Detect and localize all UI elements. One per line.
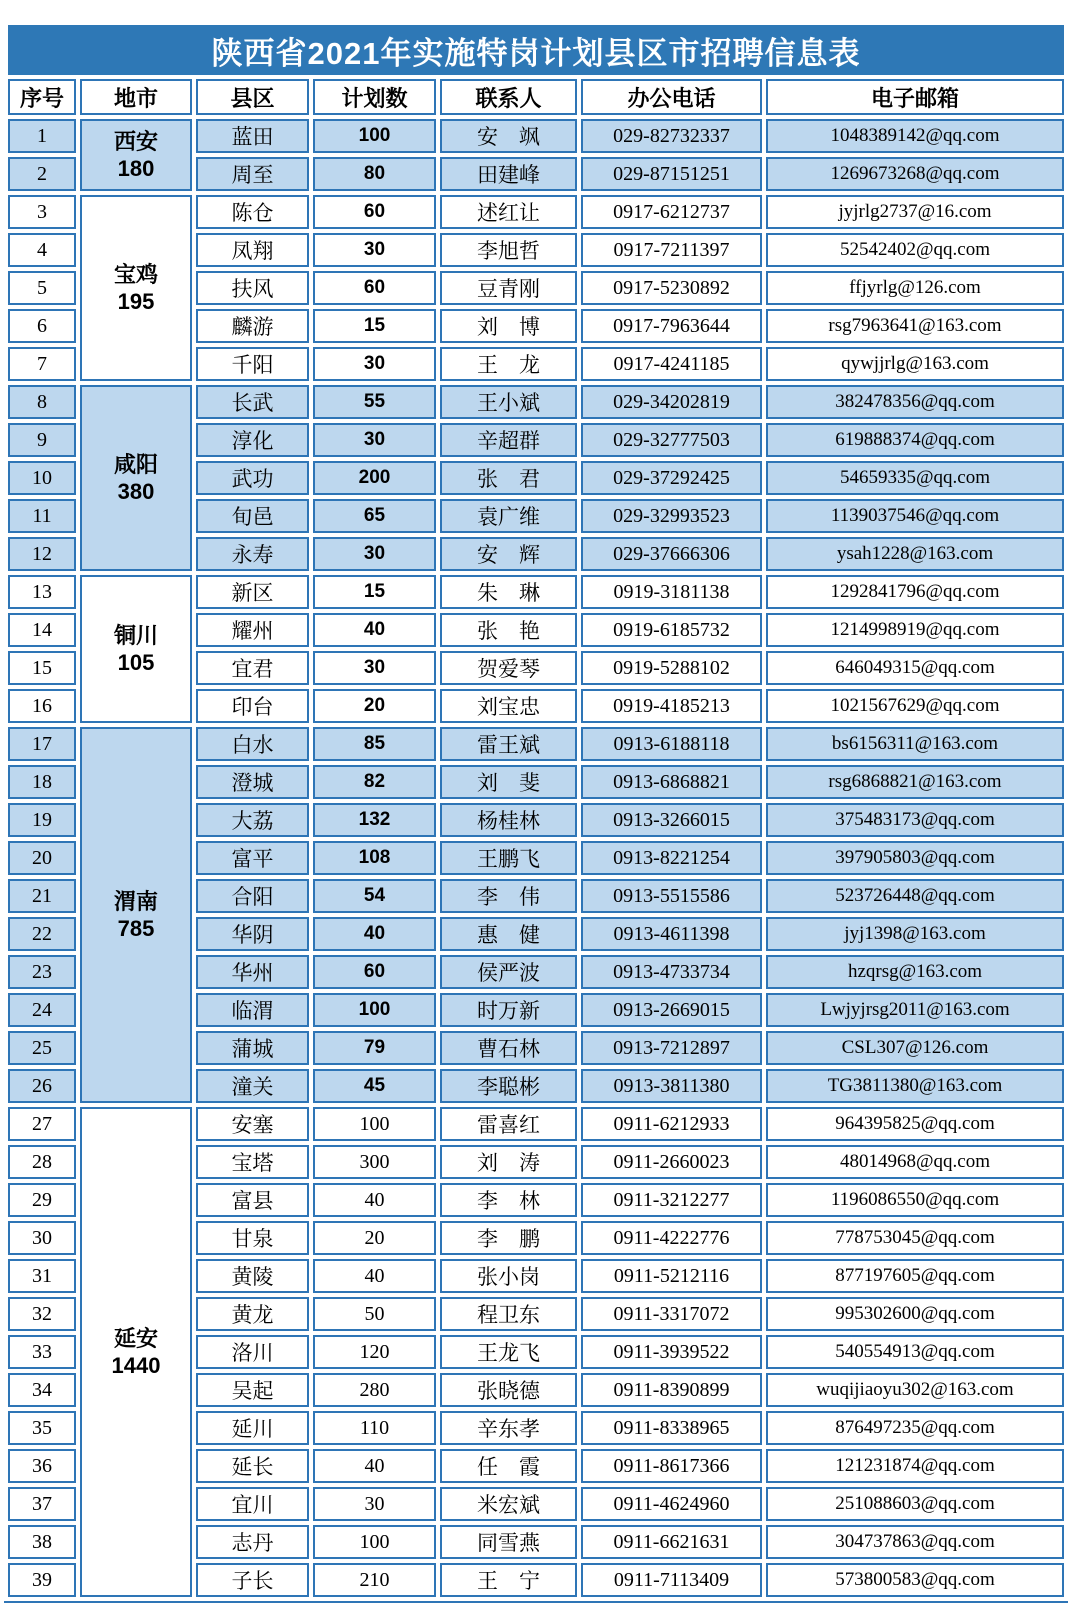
table-title: 陕西省2021年实施特岗计划县区市招聘信息表	[8, 25, 1064, 75]
plan-cell: 100	[313, 1525, 436, 1559]
county-cell: 武功	[196, 461, 309, 495]
seq-cell: 10	[8, 461, 76, 495]
city-total: 195	[117, 289, 155, 314]
city-name: 宝鸡	[113, 261, 158, 287]
county-cell: 宜川	[196, 1487, 309, 1521]
county-cell: 永寿	[196, 537, 309, 571]
email-cell: ffjyrlg@126.com	[766, 271, 1064, 305]
plan-cell: 40	[313, 917, 436, 951]
county-cell: 临渭	[196, 993, 309, 1027]
phone-cell: 029-37666306	[581, 537, 762, 571]
plan-cell: 20	[313, 1221, 436, 1255]
phone-cell: 0917-7963644	[581, 309, 762, 343]
seq-cell: 1	[8, 119, 76, 153]
contact-cell: 曹石林	[440, 1031, 577, 1065]
plan-cell: 108	[313, 841, 436, 875]
email-cell: 1196086550@qq.com	[766, 1183, 1064, 1217]
column-header-plan: 计划数	[313, 79, 436, 115]
table-row	[8, 119, 1064, 153]
phone-cell: 0911-3212277	[581, 1183, 762, 1217]
column-header-email: 电子邮箱	[766, 79, 1064, 115]
phone-cell: 0913-6868821	[581, 765, 762, 799]
county-cell: 延长	[196, 1449, 309, 1483]
email-cell: 540554913@qq.com	[766, 1335, 1064, 1369]
phone-cell: 0913-2669015	[581, 993, 762, 1027]
contact-cell: 王 宁	[440, 1563, 577, 1597]
seq-cell: 3	[8, 195, 76, 229]
contact-cell: 田建峰	[440, 157, 577, 191]
email-cell: 251088603@qq.com	[766, 1487, 1064, 1521]
seq-cell: 17	[8, 727, 76, 761]
contact-cell: 王 龙	[440, 347, 577, 381]
plan-cell: 132	[313, 803, 436, 837]
contact-cell: 李旭哲	[440, 233, 577, 267]
county-cell: 印台	[196, 689, 309, 723]
seq-cell: 18	[8, 765, 76, 799]
plan-cell: 85	[313, 727, 436, 761]
phone-cell: 0911-3939522	[581, 1335, 762, 1369]
seq-cell: 39	[8, 1563, 76, 1597]
county-cell: 宜君	[196, 651, 309, 685]
city-name: 咸阳	[113, 451, 158, 477]
phone-cell: 0913-3811380	[581, 1069, 762, 1103]
email-cell: 54659335@qq.com	[766, 461, 1064, 495]
city-name: 铜川	[113, 622, 158, 648]
plan-cell: 40	[313, 1449, 436, 1483]
plan-cell: 30	[313, 1487, 436, 1521]
contact-cell: 张小岗	[440, 1259, 577, 1293]
email-cell: 1139037546@qq.com	[766, 499, 1064, 533]
contact-cell: 王鹏飞	[440, 841, 577, 875]
county-cell: 淳化	[196, 423, 309, 457]
plan-cell: 300	[313, 1145, 436, 1179]
seq-cell: 32	[8, 1297, 76, 1331]
table-row	[8, 385, 1064, 419]
plan-cell: 30	[313, 651, 436, 685]
title-row	[8, 25, 1064, 75]
phone-cell: 0917-6212737	[581, 195, 762, 229]
seq-cell: 22	[8, 917, 76, 951]
county-cell: 蒲城	[196, 1031, 309, 1065]
county-cell: 千阳	[196, 347, 309, 381]
email-cell: 964395825@qq.com	[766, 1107, 1064, 1141]
county-cell: 华州	[196, 955, 309, 989]
contact-cell: 袁广维	[440, 499, 577, 533]
seq-cell: 34	[8, 1373, 76, 1407]
county-cell: 华阴	[196, 917, 309, 951]
seq-cell: 11	[8, 499, 76, 533]
email-cell: 304737863@qq.com	[766, 1525, 1064, 1559]
phone-cell: 0911-3317072	[581, 1297, 762, 1331]
plan-cell: 120	[313, 1335, 436, 1369]
phone-cell: 0911-8390899	[581, 1373, 762, 1407]
contact-cell: 李 伟	[440, 879, 577, 913]
plan-cell: 60	[313, 955, 436, 989]
email-cell: ysah1228@163.com	[766, 537, 1064, 571]
phone-cell: 0917-5230892	[581, 271, 762, 305]
email-cell: Lwjyjrsg2011@163.com	[766, 993, 1064, 1027]
contact-cell: 雷喜红	[440, 1107, 577, 1141]
plan-cell: 100	[313, 1107, 436, 1141]
county-cell: 富县	[196, 1183, 309, 1217]
contact-cell: 张晓德	[440, 1373, 577, 1407]
seq-cell: 24	[8, 993, 76, 1027]
contact-cell: 雷王斌	[440, 727, 577, 761]
table-row	[8, 575, 1064, 609]
plan-cell: 30	[313, 537, 436, 571]
email-cell: 1021567629@qq.com	[766, 689, 1064, 723]
contact-cell: 李 林	[440, 1183, 577, 1217]
contact-cell: 时万新	[440, 993, 577, 1027]
seq-cell: 25	[8, 1031, 76, 1065]
phone-cell: 0917-7211397	[581, 233, 762, 267]
plan-cell: 110	[313, 1411, 436, 1445]
seq-cell: 23	[8, 955, 76, 989]
phone-cell: 0911-6212933	[581, 1107, 762, 1141]
email-cell: 375483173@qq.com	[766, 803, 1064, 837]
plan-cell: 30	[313, 423, 436, 457]
contact-cell: 刘 涛	[440, 1145, 577, 1179]
phone-cell: 0913-8221254	[581, 841, 762, 875]
contact-cell: 同雪燕	[440, 1525, 577, 1559]
contact-cell: 米宏斌	[440, 1487, 577, 1521]
plan-cell: 40	[313, 613, 436, 647]
county-cell: 旬邑	[196, 499, 309, 533]
county-cell: 陈仓	[196, 195, 309, 229]
plan-cell: 79	[313, 1031, 436, 1065]
plan-cell: 100	[313, 119, 436, 153]
column-header-county: 县区	[196, 79, 309, 115]
contact-cell: 李聪彬	[440, 1069, 577, 1103]
city-name: 渭南	[113, 888, 158, 914]
city-cell	[80, 1107, 192, 1597]
seq-cell: 38	[8, 1525, 76, 1559]
email-cell: 877197605@qq.com	[766, 1259, 1064, 1293]
email-cell: 876497235@qq.com	[766, 1411, 1064, 1445]
seq-cell: 26	[8, 1069, 76, 1103]
contact-cell: 朱 琳	[440, 575, 577, 609]
phone-cell: 0913-3266015	[581, 803, 762, 837]
email-cell: wuqijiaoyu302@163.com	[766, 1373, 1064, 1407]
plan-cell: 40	[313, 1259, 436, 1293]
email-cell: bs6156311@163.com	[766, 727, 1064, 761]
plan-cell: 82	[313, 765, 436, 799]
seq-cell: 16	[8, 689, 76, 723]
plan-cell: 30	[313, 347, 436, 381]
seq-cell: 12	[8, 537, 76, 571]
table-row	[8, 195, 1064, 229]
phone-cell: 0911-4624960	[581, 1487, 762, 1521]
plan-cell: 60	[313, 195, 436, 229]
email-cell: 48014968@qq.com	[766, 1145, 1064, 1179]
phone-cell: 0911-2660023	[581, 1145, 762, 1179]
county-cell: 宝塔	[196, 1145, 309, 1179]
county-cell: 潼关	[196, 1069, 309, 1103]
seq-cell: 9	[8, 423, 76, 457]
county-cell: 大荔	[196, 803, 309, 837]
email-cell: 52542402@qq.com	[766, 233, 1064, 267]
phone-cell: 0913-7212897	[581, 1031, 762, 1065]
plan-cell: 20	[313, 689, 436, 723]
email-cell: 646049315@qq.com	[766, 651, 1064, 685]
contact-cell: 豆青刚	[440, 271, 577, 305]
city-total: 1440	[111, 1353, 161, 1378]
contact-cell: 程卫东	[440, 1297, 577, 1331]
plan-cell: 200	[313, 461, 436, 495]
city-cell	[80, 727, 192, 1103]
county-cell: 白水	[196, 727, 309, 761]
plan-cell: 45	[313, 1069, 436, 1103]
email-cell: 995302600@qq.com	[766, 1297, 1064, 1331]
phone-cell: 0911-4222776	[581, 1221, 762, 1255]
county-cell: 黄龙	[196, 1297, 309, 1331]
city-total: 180	[117, 156, 155, 181]
column-header-phone: 办公电话	[581, 79, 762, 115]
county-cell: 澄城	[196, 765, 309, 799]
phone-cell: 0911-6621631	[581, 1525, 762, 1559]
phone-cell: 0911-8338965	[581, 1411, 762, 1445]
plan-cell: 280	[313, 1373, 436, 1407]
county-cell: 扶风	[196, 271, 309, 305]
plan-cell: 30	[313, 233, 436, 267]
contact-cell: 任 霞	[440, 1449, 577, 1483]
phone-cell: 0919-3181138	[581, 575, 762, 609]
phone-cell: 0917-4241185	[581, 347, 762, 381]
seq-cell: 7	[8, 347, 76, 381]
city-total: 105	[117, 650, 155, 675]
contact-cell: 杨桂林	[440, 803, 577, 837]
contact-cell: 王小斌	[440, 385, 577, 419]
city-total: 785	[117, 916, 155, 941]
seq-cell: 19	[8, 803, 76, 837]
contact-cell: 张 艳	[440, 613, 577, 647]
seq-cell: 37	[8, 1487, 76, 1521]
plan-cell: 80	[313, 157, 436, 191]
contact-cell: 安 飒	[440, 119, 577, 153]
seq-cell: 28	[8, 1145, 76, 1179]
seq-cell: 4	[8, 233, 76, 267]
city-name: 延安	[113, 1325, 158, 1351]
plan-cell: 15	[313, 575, 436, 609]
email-cell: 1292841796@qq.com	[766, 575, 1064, 609]
phone-cell: 029-82732337	[581, 119, 762, 153]
contact-cell: 侯严波	[440, 955, 577, 989]
contact-cell: 刘 斐	[440, 765, 577, 799]
email-cell: 573800583@qq.com	[766, 1563, 1064, 1597]
email-cell: 1048389142@qq.com	[766, 119, 1064, 153]
contact-cell: 安 辉	[440, 537, 577, 571]
phone-cell: 029-32777503	[581, 423, 762, 457]
plan-cell: 54	[313, 879, 436, 913]
email-cell: 778753045@qq.com	[766, 1221, 1064, 1255]
contact-cell: 惠 健	[440, 917, 577, 951]
email-cell: 523726448@qq.com	[766, 879, 1064, 913]
seq-cell: 2	[8, 157, 76, 191]
seq-cell: 36	[8, 1449, 76, 1483]
seq-cell: 21	[8, 879, 76, 913]
phone-cell: 0913-4611398	[581, 917, 762, 951]
column-header-seq: 序号	[8, 79, 76, 115]
email-cell: 619888374@qq.com	[766, 423, 1064, 457]
county-cell: 新区	[196, 575, 309, 609]
county-cell: 耀州	[196, 613, 309, 647]
contact-cell: 述红让	[440, 195, 577, 229]
seq-cell: 31	[8, 1259, 76, 1293]
table-row	[8, 1107, 1064, 1141]
city-cell	[80, 575, 192, 723]
plan-cell: 210	[313, 1563, 436, 1597]
phone-cell: 0919-6185732	[581, 613, 762, 647]
seq-cell: 33	[8, 1335, 76, 1369]
county-cell: 长武	[196, 385, 309, 419]
seq-cell: 14	[8, 613, 76, 647]
seq-cell: 27	[8, 1107, 76, 1141]
email-cell: 1214998919@qq.com	[766, 613, 1064, 647]
plan-cell: 15	[313, 309, 436, 343]
plan-cell: 60	[313, 271, 436, 305]
contact-cell: 张 君	[440, 461, 577, 495]
county-cell: 合阳	[196, 879, 309, 913]
plan-cell: 55	[313, 385, 436, 419]
email-cell: hzqrsg@163.com	[766, 955, 1064, 989]
table-row	[8, 727, 1064, 761]
phone-cell: 0919-4185213	[581, 689, 762, 723]
seq-cell: 15	[8, 651, 76, 685]
email-cell: CSL307@126.com	[766, 1031, 1064, 1065]
city-cell	[80, 385, 192, 571]
column-header-contact: 联系人	[440, 79, 577, 115]
city-cell	[80, 195, 192, 381]
phone-cell: 0911-8617366	[581, 1449, 762, 1483]
county-cell: 凤翔	[196, 233, 309, 267]
contact-cell: 王龙飞	[440, 1335, 577, 1369]
phone-cell: 029-87151251	[581, 157, 762, 191]
email-cell: 382478356@qq.com	[766, 385, 1064, 419]
seq-cell: 29	[8, 1183, 76, 1217]
recruitment-table-container	[4, 21, 1068, 1603]
county-cell: 富平	[196, 841, 309, 875]
contact-cell: 辛东孝	[440, 1411, 577, 1445]
phone-cell: 029-37292425	[581, 461, 762, 495]
email-cell: 397905803@qq.com	[766, 841, 1064, 875]
header-row	[8, 79, 1064, 115]
county-cell: 周至	[196, 157, 309, 191]
county-cell: 安塞	[196, 1107, 309, 1141]
phone-cell: 0911-7113409	[581, 1563, 762, 1597]
phone-cell: 0919-5288102	[581, 651, 762, 685]
email-cell: TG3811380@163.com	[766, 1069, 1064, 1103]
contact-cell: 贺爱琴	[440, 651, 577, 685]
email-cell: rsg7963641@163.com	[766, 309, 1064, 343]
seq-cell: 5	[8, 271, 76, 305]
plan-cell: 50	[313, 1297, 436, 1331]
column-header-city: 地市	[80, 79, 192, 115]
county-cell: 子长	[196, 1563, 309, 1597]
contact-cell: 辛超群	[440, 423, 577, 457]
contact-cell: 刘宝忠	[440, 689, 577, 723]
county-cell: 蓝田	[196, 119, 309, 153]
email-cell: qywjjrlg@163.com	[766, 347, 1064, 381]
seq-cell: 35	[8, 1411, 76, 1445]
seq-cell: 30	[8, 1221, 76, 1255]
city-cell	[80, 119, 192, 191]
plan-cell: 40	[313, 1183, 436, 1217]
contact-cell: 刘 博	[440, 309, 577, 343]
phone-cell: 029-34202819	[581, 385, 762, 419]
email-cell: jyjrlg2737@16.com	[766, 195, 1064, 229]
email-cell: 1269673268@qq.com	[766, 157, 1064, 191]
city-name: 西安	[113, 128, 158, 154]
county-cell: 黄陵	[196, 1259, 309, 1293]
email-cell: rsg6868821@163.com	[766, 765, 1064, 799]
phone-cell: 0911-5212116	[581, 1259, 762, 1293]
plan-cell: 65	[313, 499, 436, 533]
contact-cell: 李 鹏	[440, 1221, 577, 1255]
phone-cell: 029-32993523	[581, 499, 762, 533]
county-cell: 洛川	[196, 1335, 309, 1369]
seq-cell: 20	[8, 841, 76, 875]
county-cell: 甘泉	[196, 1221, 309, 1255]
county-cell: 吴起	[196, 1373, 309, 1407]
city-total: 380	[117, 479, 155, 504]
phone-cell: 0913-5515586	[581, 879, 762, 913]
seq-cell: 13	[8, 575, 76, 609]
recruitment-table	[4, 21, 1068, 1603]
phone-cell: 0913-6188118	[581, 727, 762, 761]
county-cell: 麟游	[196, 309, 309, 343]
county-cell: 延川	[196, 1411, 309, 1445]
email-cell: jyj1398@163.com	[766, 917, 1064, 951]
county-cell: 志丹	[196, 1525, 309, 1559]
email-cell: 121231874@qq.com	[766, 1449, 1064, 1483]
seq-cell: 8	[8, 385, 76, 419]
plan-cell: 100	[313, 993, 436, 1027]
phone-cell: 0913-4733734	[581, 955, 762, 989]
seq-cell: 6	[8, 309, 76, 343]
